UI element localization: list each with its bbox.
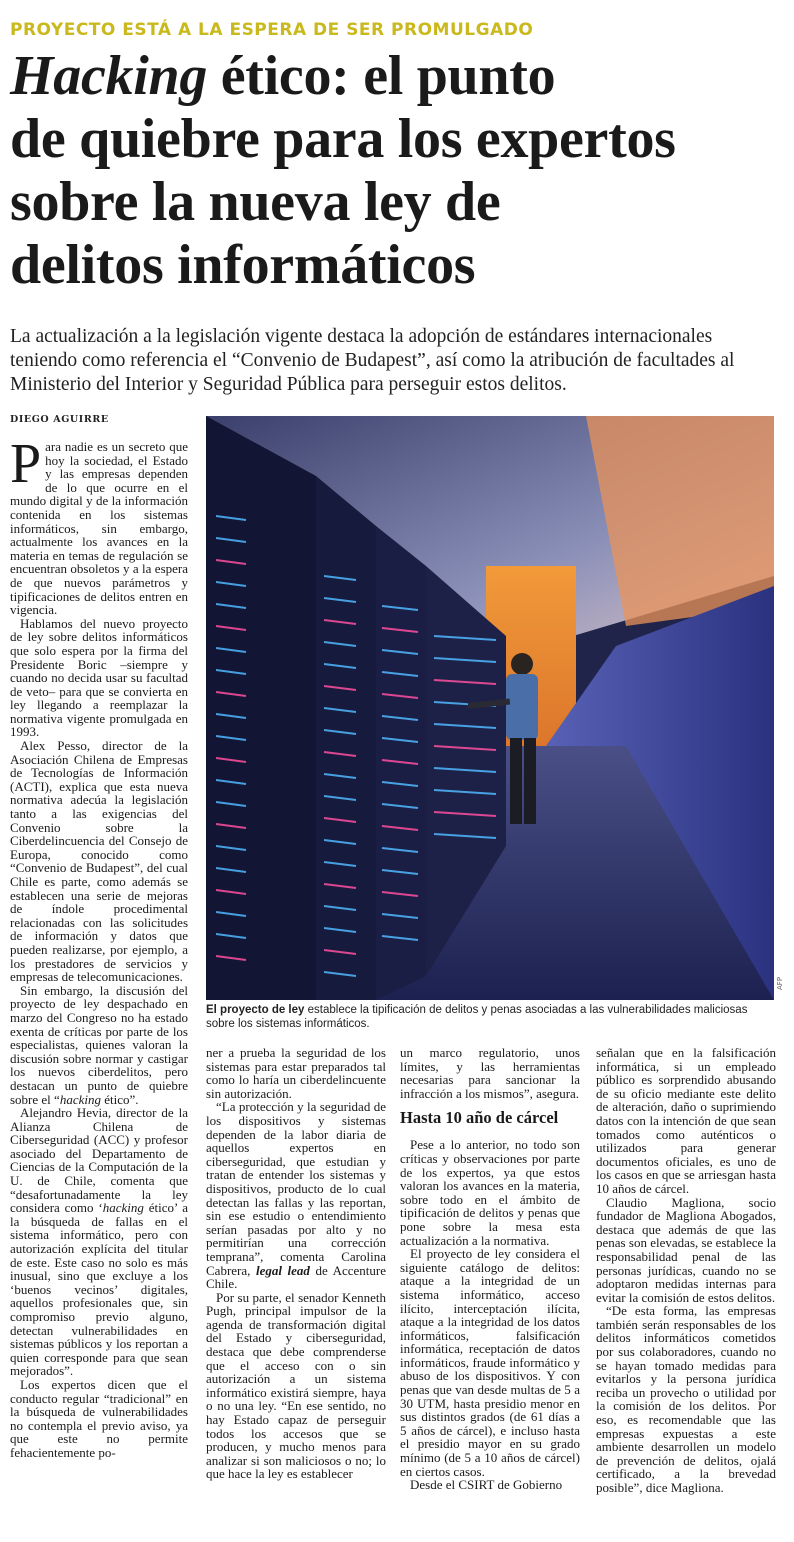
- column-1: [10, 433, 188, 1460]
- paragraph: un marco regulatorio, unos límites, y las herramientas necesarias para sancionar la infracción a los mismos”, asegura.: [400, 1045, 580, 1101]
- photo-caption: [206, 1003, 778, 1031]
- headline-line3: sobre la nueva ley de: [10, 171, 501, 233]
- italic-term: hacking: [59, 1091, 101, 1107]
- byline: DIEGO AGUIRRE: [10, 414, 109, 425]
- column-2: [206, 1046, 386, 1481]
- kicker: PROYECTO ESTÁ A LA ESPERA DE SER PROMULGADO: [10, 20, 534, 40]
- italic-term: legal lead: [255, 1262, 310, 1278]
- photo-illustration: [206, 416, 774, 1000]
- deck: La actualización a la legislación vigente destaca la adopción de estándares internacionales teniendo como referencia el “Convenio de Budapest”, así como la atribución de facultades al Ministerio del Interior y Seguridad Pública para perseguir estos delitos.: [10, 326, 735, 395]
- paragraph: Pese a lo anterior, no todo son críticas y observaciones por parte de los expertos, ya que estos valoran los avances en la materia, sobre todo en el ámbito de tipificación de delitos y penas que pone sobre la mesa esta actualización a la normativa.: [400, 1137, 580, 1248]
- headline-line2: de quiebre para los expertos: [10, 108, 676, 170]
- paragraph: Por su parte, el senador Kenneth Pugh, principal impulsor de la agenda de transformación digital del Estado y ciberseguridad, destaca que debe comprenderse que el acceso con o sin autorización a un sistema informático existirá siempre, haya o no una ley. “En ese sentido, no hay Estado capaz de perseguir todos los accesos que se producen, y mucho menos para analizar si son maliciosos o no; lo que hace la ley es establecer: [206, 1289, 386, 1482]
- italic-term: hacking: [102, 1200, 144, 1216]
- photo-credit: AFP: [776, 976, 784, 990]
- paragraph: “De esta forma, las empresas también serán responsables de los delitos informáticos cometidos por sus colaboradores, cuando no se hayan tomado medidas para evitarlos y la persona jurídica reciba un provecho o utilidad por la comisión de los delitos. Por eso, es recomendable que las empresas expuestas a este ambiente desarrollen un modelo de prevención de delitos, ojalá certificado, a la brevedad posible”, dice Magliona.: [596, 1303, 776, 1495]
- paragraph-text: Sin embargo, la discusión del proyecto de ley despachado en marzo del Congreso no ha estado exenta de críticas por parte de los especialistas, quienes valoran la discusión sobre normar y castigar los nuevos ciberdelitos, pero destacan un punto de quiebre sobre el “: [10, 982, 188, 1107]
- paragraph: Los expertos dicen que el conducto regular “tradicional” en la búsqueda de vulnerabilidades no contempla el previo aviso, ya que este no permite fehacientemente po-: [10, 1376, 188, 1460]
- paragraph-text: “La protección y la seguridad de los dispositivos y sistemas dependen de la labor diaria de aquellos expertos en ciberseguridad, que estudian y tratan de entender los sistemas y dispositivos, producto de lo cual detectan las fallas y las reportan, sin ese estudio o entendimiento serían pasadas por alto y no permitirían una corrección temprana”, comenta Carolina Cabrera,: [206, 1099, 386, 1278]
- paragraph: señalan que en la falsificación informática, si un empleado público es sorprendido abusando de su oficio mediante este delito de alteración, daño o suprimiendo datos con la intención de que sean tomados como auténticos o utilizados para generar documentos oficiales, es uno de los casos en que se arriesgan hasta 10 años de cárcel.: [596, 1045, 776, 1196]
- server-room-photo: [206, 416, 774, 1000]
- dropcap: P: [10, 433, 42, 495]
- paragraph-text: ético’ a la búsqueda de fallas en el sistema informático, pero con autorización explícita del titular de este. Este caso no solo es más inusual, sino que excluye a los ‘buenos vecinos’ digitales, aquellos profesionales que, sin compromiso previo alguno, detectan vulnerabilidades en sistemas públicos y los reportan a quien corresponde para que sean mejorados”.: [10, 1200, 188, 1379]
- paragraph: [206, 1100, 386, 1290]
- headline-line4: delitos informáticos: [10, 234, 476, 296]
- paragraph: Claudio Magliona, socio fundador de Magliona Abogados, destaca que además de que las penas son elevadas, se establece la responsabilidad penal de las personas jurídicas, cuando no se adoptaron medidas internas para evitar la comisión de estos delitos.: [596, 1194, 776, 1305]
- headline-italic: Hacking: [10, 45, 208, 107]
- headline: [10, 45, 770, 297]
- paragraph-text: ético”.: [100, 1091, 139, 1107]
- paragraph: Alex Pesso, director de la Asociación Chilena de Empresas de Tecnologías de Información (ACTI), explica que esta nueva normativa adecúa la legislación tanto a las exigencias del Convenio sobre la Ciberdelincuencia del Consejo de Europa, conocido como “Convenio de Budapest”, del cual Chile es parte, como además se establecen una serie de mejoras de índole procedimental relacionadas con las solicitudes de información y datos que pueden realizarse, por ejemplo, a los prestadores de servicios y empresas de telecomunicaciones.: [10, 738, 188, 985]
- paragraph: [10, 433, 188, 618]
- caption-lead: El proyecto de ley: [206, 1004, 305, 1016]
- paragraph: El proyecto de ley considera el siguiente catálogo de delitos: ataque a la integridad de un sistema informático, acceso ilícito, interceptación ilícita, ataque a la integridad de los datos informáticos, falsificación informática, receptación de datos informáticos, fraude informático y abuso de los dispositivos. Y con penas que van desde multas de 5 a 30 UTM, hasta presidio menor en sus distintos grados (de 61 días a 5 años de cárcel), e incluso hasta el presidio mayor en su grado mínimo (de 5 a 10 años de cárcel) en ciertos casos.: [400, 1246, 580, 1479]
- headline-line1: ético: el punto: [207, 45, 556, 107]
- paragraph: [10, 1106, 188, 1378]
- paragraph-text: ara nadie es un secreto que hoy la sociedad, el Estado y las empresas dependen de lo que ocurre en el mundo digital y de la información contenida en los sistemas informáticos, sin embargo, actualmente los avances en la materia en temas de regulación se encuentran obsoletos y a la espera de que nuevos parámetros y tipificaciones de delitos entren en vigencia.: [10, 439, 188, 618]
- column-3: [400, 1046, 580, 1492]
- caption-text: establece la tipificación de delitos y penas asociadas a las vulnerabilidades maliciosas sobre los sistemas informáticos.: [206, 1004, 748, 1030]
- paragraph: [10, 984, 188, 1106]
- paragraph-text: de Accenture Chile.: [206, 1262, 386, 1292]
- paragraph: Desde el CSIRT de Gobierno: [410, 1477, 563, 1493]
- column-4: [596, 1046, 776, 1495]
- paragraph: Hablamos del nuevo proyecto de ley sobre delitos informáticos que solo espera por la firma del Presidente Boric –siempre y cuando no decida usar su facultad de veto– para que se convierta en ley llegando a reemplazar la normativa vigente promulgada en 1993.: [10, 615, 188, 740]
- paragraph: ner a prueba la seguridad de los sistemas para estar preparados tal como lo haría un ciberdelincuente sin autorización.: [206, 1045, 386, 1101]
- paragraph-text: Alejandro Hevia, director de la Alianza Chilena de Ciberseguridad (ACC) y profesor asociado del Departamento de Ciencias de la Computación de la U. de Chile, comenta que “desafortunadamente la ley considera como ‘: [10, 1105, 188, 1216]
- subhead: Hasta 10 año de cárcel: [400, 1108, 559, 1128]
